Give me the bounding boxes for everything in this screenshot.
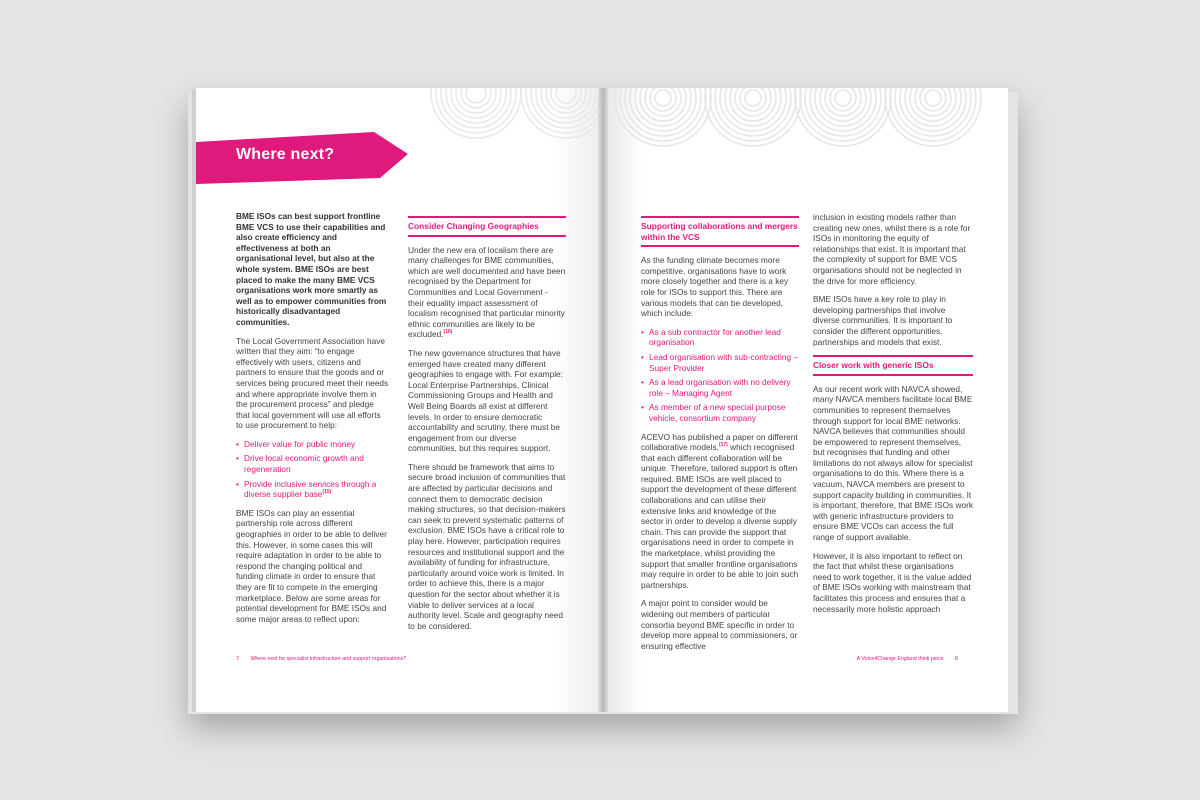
banner-title: Where next? xyxy=(236,146,335,163)
framework-paragraph: There should be framework that aims to secure broad inclusion of communities that are affected by particular decisions and connect them to democratic decision making structures, so that decision-makers can seek to prevent systematic patterns of exclusion. BME ISOs have a critical role to play here. However, participation requires resources and institutional support and the availability of funding for infrastructure, particularly around voice work is limited. In order to achieve this, there is a major question for the sector about whether it is viable to deliver services at a local authority level. Scale and geography need to be considered. xyxy=(408,461,566,631)
section-heading-generic-isos: Closer work with generic ISOs xyxy=(813,355,973,376)
right-column-1 xyxy=(641,216,799,659)
decorative-arc-pattern xyxy=(426,88,603,148)
footnote-ref: (17) xyxy=(718,442,728,449)
localism-paragraph xyxy=(408,245,566,340)
bullet-item: • Deliver value for public money xyxy=(236,439,389,450)
section-heading-collaborations: Supporting collaborations and mergers within the VCS xyxy=(641,216,799,247)
page-number: 7 xyxy=(236,656,239,662)
navca-paragraph: As our recent work with NAVCA showed, many NAVCA members facilitate local BME communities to represent themselves through support for local BME networks. NAVCA believes that communities should be empowered to represent themselves, but recognises that funding and other limitations do not always allow for specialist organisations to do this. Where there is a vacuum, NAVCA members are present to support capacity building in communities. It is important, therefore, that BME ISOs work with generic infrastructure providers to ensure BME VCOs can access the full range of support available. xyxy=(813,383,974,543)
governance-paragraph: The new governance structures that have emerged have created many different geographies to engage with. For example: Local Enterprise Partnerships, Clinical Commissioning Groups and Health and Well Being Boards all exist at different levels. In order to ensure democratic accountability and scrutiny, there must be engagement from our diverse communities, but this requires support. xyxy=(408,347,563,454)
localism-text: Under the new era of localism there are many challenges for BME communities, which are well documented and have been recognised by the Department for Communities and Local Government - their equality impact assessment of localism recognised that particular minority ethnic communities are likely to be excluded. xyxy=(408,244,566,340)
section-heading-geographies: Consider Changing Geographies xyxy=(408,216,566,237)
right-column-2 xyxy=(813,212,973,622)
footer-title: Where next for specialist infrastructure and support organisations? xyxy=(250,656,407,662)
left-page xyxy=(196,88,603,712)
partnership-paragraph: BME ISOs can play an essential partnership role across different geographies in order to be able to deliver this. However, in some cases this will require adaptation in order to be able to respond the changing political and funding climate in order to ensure that they are fit to compete in the emerging marketplace. Below are some areas for potential development for BME ISOs and some major areas to reflect upon: xyxy=(236,507,387,624)
left-column-1 xyxy=(236,211,389,632)
acevo-text-b: which recognised that each different collaboration will be unique. Therefore, tailored support is often required. BME ISOs are well placed to support the development of these different collaborations and can utilise their extensive links and knowledge of the sector in order to develop a diverse supply chain. This can provide the support that organisations need in order to compete in the marketplace, whilst providing the support that smaller frontline organisations may require in order to be able to join such partnerships. xyxy=(641,442,799,590)
footnote-ref: (15) xyxy=(322,489,332,496)
right-footer xyxy=(857,656,958,662)
acevo-text-a: ACEVO has published a paper on different collaborative models, xyxy=(641,431,798,453)
bullet-text: Provide inclusive services through a diverse supplier base xyxy=(244,478,377,500)
bullet-item: • As a sub contractor for another lead organisation xyxy=(641,327,799,348)
page-number: 8 xyxy=(955,656,958,662)
bullet-item: • As a lead organisation with no delivery role – Managing Agent xyxy=(641,377,799,398)
where-next-banner xyxy=(196,132,408,184)
decorative-arc-pattern xyxy=(603,88,1008,158)
left-column-2 xyxy=(408,216,566,639)
bullet-item xyxy=(236,479,389,500)
inclusion-paragraph: inclusion in existing models rather than creating new ones, whilst there is a role for ISOs in monitoring the equity of relationships that exist. It is important that the complexity of support for BME VCS organisations should not be neglected in the drive for more efficiency. xyxy=(813,212,971,286)
bullet-item: • Lead organisation with sub-contracting – Super Provider xyxy=(641,352,799,373)
book-gutter xyxy=(598,88,608,712)
footer-title: A Voice4Change England think piece xyxy=(856,656,944,662)
lga-paragraph: The Local Government Association have written that they aim: “to engage effectively with users, citizens and partners to ensure that the goods and or services being procured meet their needs and where appropriate involve them in the procurement process” and pledge that local government will use all efforts to use procurement to help: xyxy=(236,335,389,431)
bullet-item: • As member of a new special purpose vehicle, consortium company xyxy=(641,402,799,423)
partnerships-paragraph: BME ISOs have a key role to play in developing partnerships that involve diverse communities. It is important to consider the different opportunities, partnerships and models that exist. xyxy=(813,294,953,347)
consortia-paragraph: A major point to consider would be widening out members of particular consortia beyond BME specific in order to develop more appeal to commissioners, or ensuring effective xyxy=(641,598,798,651)
bullet-item: • Drive local economic growth and regeneration xyxy=(236,453,389,474)
acevo-paragraph xyxy=(641,432,799,591)
models-bullet-list xyxy=(641,327,799,424)
footnote-ref: (16) xyxy=(443,329,453,336)
left-footer xyxy=(236,656,406,662)
procurement-bullet-list xyxy=(236,439,389,500)
value-added-paragraph: However, it is also important to reflect on the fact that whilst these organisations need to work together, it is the value added of BME ISOs working with mainstream that facilitates this process and ensures that a necessarily more holistic approach xyxy=(813,550,972,614)
right-page xyxy=(603,88,1008,712)
intro-paragraph: BME ISOs can best support frontline BME VCS to use their capabilities and also create efficiency and effectiveness at both an organisational level, but also at the whole system. BME ISOs are best placed to make the many BME VCS organisations work more smartly as well as to empower communities from historically disadvantaged communities. xyxy=(236,211,387,327)
funding-climate-paragraph: As the funding climate becomes more competitive, organisations have to work more closely together and there is a key role for ISOs to support this. There are various models that can be developed, which include: xyxy=(641,255,789,319)
